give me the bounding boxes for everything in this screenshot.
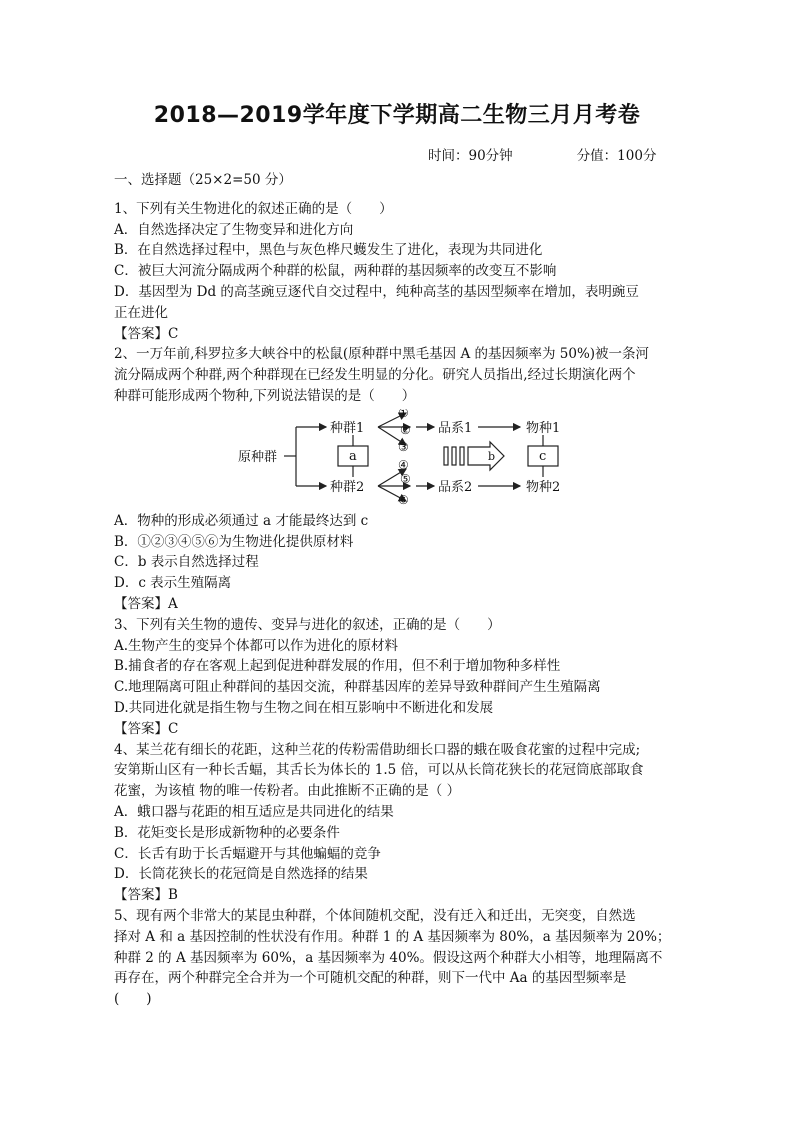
answer: 【答案】B xyxy=(114,887,178,904)
time-label: 时间：90分钟 xyxy=(428,148,513,164)
speciation-diagram xyxy=(114,409,684,505)
label-pop2: 种群2 xyxy=(330,479,365,495)
page-title: 2018—2019学年度下学期高二生物三月月考卷 xyxy=(153,103,641,128)
option-a: A．自然选择决定了生物变异和进化方向 xyxy=(114,221,354,238)
section-heading: 一、选择题（25×2=50 分） xyxy=(114,172,292,188)
label-num-5: ⑤ xyxy=(400,471,411,486)
option-b: B．花矩变长是形成新物种的必要条件 xyxy=(114,824,340,841)
option-c: C．b 表示自然选择过程 xyxy=(114,554,259,571)
label-num-3: ③ xyxy=(398,439,409,454)
question-stem-line3: 花蜜，为该植 物的唯一传粉者。由此推断不正确的是（ ） xyxy=(114,783,461,800)
question-4 xyxy=(114,740,684,906)
label-num-6: ⑥ xyxy=(398,492,409,505)
answer: 【答案】C xyxy=(114,720,179,737)
question-stem: 1、下列有关生物进化的叙述正确的是（ ） xyxy=(114,200,393,217)
stripe-2 xyxy=(452,447,456,465)
question-stem-line4: 再存在，两个种群完全合并为一个可随机交配的种群，则下一代中 Aa 的基因型频率是 xyxy=(114,970,627,987)
question-stem-line2: 择对 A 和 a 基因控制的性状没有作用。种群 1 的 A 基因频率为 80%，a 基因频率为 20%； xyxy=(114,928,671,945)
question-stem: 4、某兰花有细长的花距，这种兰花的传粉需借助细长口器的蛾在吸食花蜜的过程中完成; xyxy=(114,741,641,758)
option-a: A．蛾口器与花距的相互适应是共同进化的结果 xyxy=(114,803,394,820)
box-b-arrow xyxy=(468,442,504,470)
question-5 xyxy=(114,906,684,1010)
option-d: D．c 表示生殖隔离 xyxy=(114,575,232,592)
option-c: C．长舌有助于长舌蝠避开与其他蝙蝠的竞争 xyxy=(114,845,381,862)
question-stem: 5、现有两个非常大的某昆虫种群，个体间随机交配，没有迁入和迁出，无突变，自然选 xyxy=(114,907,636,924)
question-stem-line2: 流分隔成两个种群,两个种群现在已经发生明显的分化。研究人员指出,经过长期演化两个 xyxy=(114,367,636,384)
label-num-4: ④ xyxy=(398,457,409,472)
question-1 xyxy=(114,199,684,345)
label-origin: 原种群 xyxy=(238,449,278,465)
question-2 xyxy=(114,344,684,614)
option-b: B．①②③④⑤⑥为生物进化提供原材料 xyxy=(114,533,354,550)
question-stem-line3: 种群 2 的 A 基因频率为 60%，a 基因频率为 40%。假设这两个种群大小相等，地理隔离不 xyxy=(114,949,663,966)
option-a: A．物种的形成必须通过 a 才能最终达到 c xyxy=(114,512,369,529)
label-num-1: ① xyxy=(398,408,409,420)
option-d: D.共同进化就是指生物与生物之间在相互影响中不断进化和发展 xyxy=(114,699,494,716)
exam-meta xyxy=(428,144,656,164)
option-c: C．被巨大河流分隔成两个种群的松鼠，两种群的基因频率的改变互不影响 xyxy=(114,263,557,280)
answer: 【答案】A xyxy=(114,595,178,612)
option-b: B.捕食者的存在客观上起到促进种群发展的作用，但不利于增加物种多样性 xyxy=(114,658,561,675)
exam-body xyxy=(114,170,684,1010)
question-stem-line2: 安第斯山区有一种长舌蝠，其舌长为体长的 1.5 倍，可以从长筒花狭长的花冠筒底部取食 xyxy=(114,762,644,779)
option-d-continued: 正在进化 xyxy=(114,304,168,321)
label-species1: 物种1 xyxy=(526,420,561,436)
option-b: B．在自然选择过程中，黑色与灰色桦尺蠖发生了进化，表现为共同进化 xyxy=(114,242,543,259)
score-label: 分值：100分 xyxy=(576,148,657,164)
label-species2: 物种2 xyxy=(526,479,561,495)
option-c: C.地理隔离可阻止种群间的基因交流，种群基因库的差异导致种群间产生生殖隔离 xyxy=(114,679,601,696)
label-box-a: a xyxy=(349,448,357,464)
option-d: D．长筒花狭长的花冠筒是自然选择的结果 xyxy=(114,866,368,883)
label-num-2: ② xyxy=(400,422,411,437)
label-strain1: 品系1 xyxy=(438,420,473,436)
label-strain2: 品系2 xyxy=(438,479,473,495)
label-pop1: 种群1 xyxy=(330,420,365,436)
option-a: A.生物产生的变异个体都可以作为进化的原材料 xyxy=(114,637,399,654)
answer: 【答案】C xyxy=(114,325,179,342)
question-stem-line3: 种群可能形成两个物种,下列说法错误的是（ ） xyxy=(114,387,416,404)
option-d: D．基因型为 Dd 的高茎豌豆逐代自交过程中，纯种高茎的基因型频率在增加，表明豌豆 xyxy=(114,283,639,300)
stripe-3 xyxy=(460,447,464,465)
question-stem: 2、一万年前,科罗拉多大峡谷中的松鼠(原种群中黑毛基因 A 的基因频率为 50%)被一条河 xyxy=(114,346,650,363)
label-box-b: b xyxy=(488,449,496,463)
question-3 xyxy=(114,615,684,740)
question-stem-line5: ( ) xyxy=(114,991,152,1008)
question-stem: 3、下列有关生物的遗传、变异与进化的叙述，正确的是（ ） xyxy=(114,616,501,633)
stripe-1 xyxy=(444,447,448,465)
label-box-c: c xyxy=(539,448,547,464)
speciation-diagram-svg xyxy=(238,409,658,505)
